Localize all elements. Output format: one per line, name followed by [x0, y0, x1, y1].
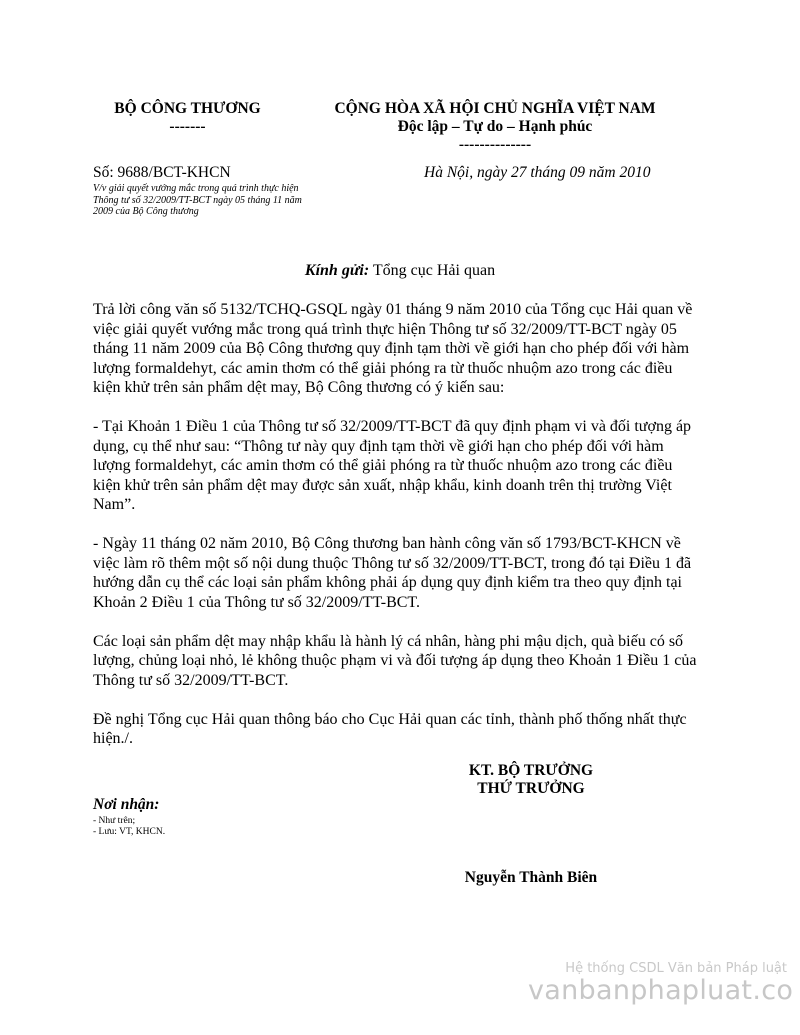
signature-block — [400, 762, 662, 798]
agency-divider: ------- — [169, 118, 206, 135]
document-subject: V/v giải quyết vướng mắc trong quá trình thực hiện Thông tư số 32/2009/TT-BCT ngày 05 tháng 11 năm 2009 của Bộ Công thương — [93, 183, 302, 217]
signature-title-2: THỨ TRƯỞNG — [477, 780, 585, 797]
national-heading-block — [295, 100, 695, 154]
addressee-label: Kính gửi: — [304, 262, 370, 279]
issuing-agency: BỘ CÔNG THƯƠNG — [114, 100, 261, 117]
body-paragraph: Các loại sản phẩm dệt may nhập khẩu là hành lý cá nhân, hàng phi mậu dịch, quà biếu có số lượng, chủng loại nhỏ, lẻ không thuộc phạm vi và đối tượng áp dụng theo Khoản 1 Điều 1 của Thông tư số 32/2009/TT-BCT. — [93, 632, 697, 689]
national-motto: Độc lập – Tự do – Hạnh phúc — [397, 118, 593, 135]
letter-body — [93, 300, 698, 768]
body-paragraph: Đề nghị Tổng cục Hải quan thông báo cho Cục Hải quan các tỉnh, thành phố thống nhất thực hiện./. — [93, 710, 687, 747]
issuing-agency-block — [100, 100, 275, 136]
watermark-caption: Hệ thống CSDL Văn bản Pháp luật — [565, 961, 787, 976]
watermark-site: vanbanphapluat.co — [528, 975, 794, 1006]
recipient-item: - Như trên; — [93, 816, 136, 826]
recipients-list — [93, 816, 165, 838]
body-paragraph: Trả lời công văn số 5132/TCHQ-GSQL ngày 01 tháng 9 năm 2010 của Tổng cục Hải quan về việc giải quyết vướng mắc trong quá trình thực hiện Thông tư số 32/2009/TT-BCT ngày 05 tháng 11 năm 2009 của Bộ Công thương quy định tạm thời về giới hạn cho phép đối với hàm lượng formaldehyt, các amin thơm có thể giải phóng ra từ thuốc nhuộm azo trong các điều kiện khử trên sản phẩm dệt may, Bộ Công thương có ý kiến sau: — [93, 301, 693, 396]
national-title: CỘNG HÒA XÃ HỘI CHỦ NGHĨA VIỆT NAM — [334, 100, 656, 117]
body-paragraph: - Ngày 11 tháng 02 năm 2010, Bộ Công thương ban hành công văn số 1793/BCT-KHCN về việc làm rõ thêm một số nội dung thuộc Thông tư số 32/2009/TT-BCT, trong đó tại Điều 1 đã hướng dẫn cụ thể các loại sản phẩm không phải áp dụng quy định kiểm tra theo quy định tại Khoản 2 Điều 1 của Thông tư số 32/2009/TT-BCT. — [93, 535, 692, 611]
addressee-name: Tổng cục Hải quan — [369, 262, 496, 279]
document-number: Số: 9688/BCT-KHCN — [93, 164, 231, 181]
recipients-label: Nơi nhận: — [93, 796, 160, 813]
place-date: Hà Nội, ngày 27 tháng 09 năm 2010 — [424, 164, 651, 181]
signature-title-1: KT. BỘ TRƯỞNG — [468, 762, 594, 779]
addressee-line — [0, 262, 800, 280]
motto-divider: -------------- — [458, 136, 532, 153]
signer-name: Nguyễn Thành Biên — [464, 869, 598, 886]
body-paragraph: - Tại Khoản 1 Điều 1 của Thông tư số 32/2009/TT-BCT đã quy định phạm vi và đối tượng áp dụng, cụ thể như sau: “Thông tư này quy định tạm thời về giới hạn cho phép đối với hàm lượng formaldehyt, các amin thơm có thể giải phóng ra từ thuốc nhuộm azo trong các điều kiện khử trên sản phẩm dệt may được sản xuất, nhập khẩu, kinh doanh trên thị trường Việt Nam”. — [93, 418, 692, 513]
recipient-item: - Lưu: VT, KHCN. — [93, 827, 166, 837]
